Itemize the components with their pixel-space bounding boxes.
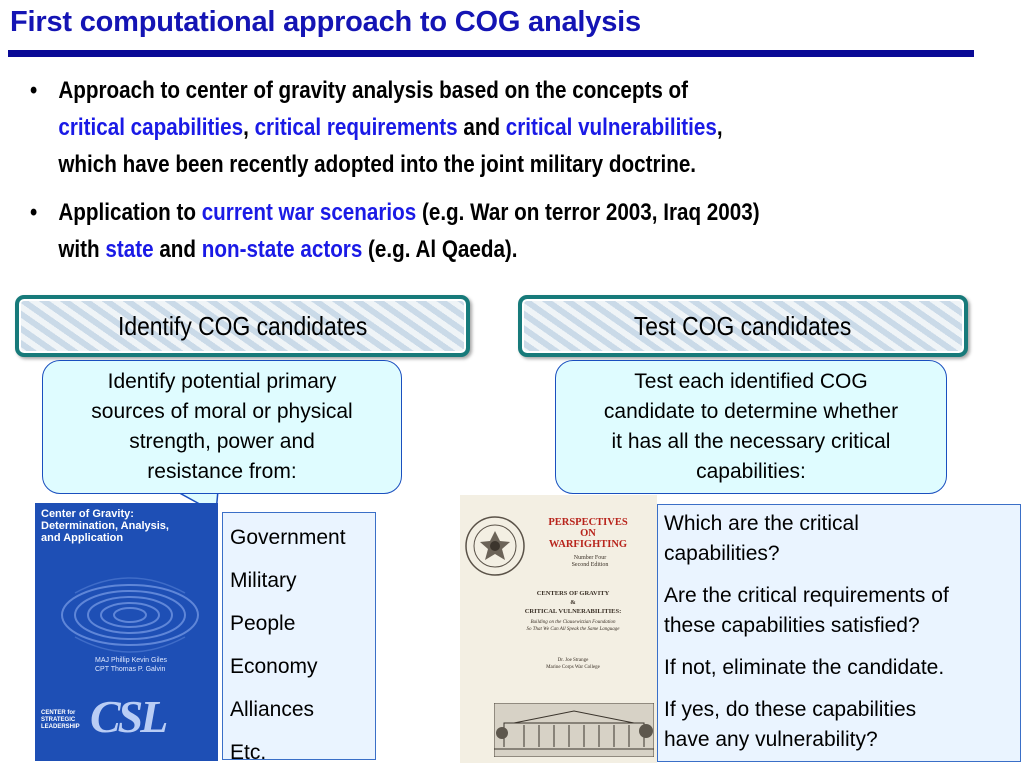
bullet-2 <box>30 194 985 268</box>
book-authors <box>95 656 167 674</box>
book-title-line: Center of Gravity: <box>41 508 134 520</box>
book-edition <box>555 555 625 569</box>
test-cog-label: Test COG candidates <box>634 310 852 341</box>
csl-center-label <box>41 710 80 731</box>
csl-line: STRATEGIC <box>41 717 76 723</box>
book-series-title <box>528 517 648 550</box>
book-cover-title <box>41 508 211 544</box>
callout-line: candidate to determine whether <box>603 400 899 423</box>
callout-line: Test each identified COG <box>634 370 868 393</box>
book-author: MAJ Phillip Kevin Giles <box>95 657 167 664</box>
question-item <box>664 653 1020 683</box>
question-item <box>664 509 1020 569</box>
bullet-dot: • <box>30 77 38 104</box>
book-author: CPT Thomas P. Galvin <box>95 666 166 673</box>
subtitle-line: CENTERS OF GRAVITY <box>536 590 610 597</box>
identify-callout <box>42 360 402 494</box>
list-item: Alliances <box>230 698 315 721</box>
book-subtitle <box>498 589 648 616</box>
building-photo <box>494 703 654 757</box>
term-state: state <box>105 236 154 263</box>
question-line: If yes, do these capabilities <box>664 698 917 721</box>
test-cog-box <box>518 295 968 357</box>
perspectives-book-cover <box>460 495 657 763</box>
tagline-line: So That We Can All Speak the Same Language <box>526 627 620 632</box>
list-item: Government <box>230 526 346 549</box>
cog-book-cover <box>35 503 218 761</box>
bullet-2-example-end: (e.g. Al Qaeda). <box>368 236 518 263</box>
list-item: People <box>230 612 296 635</box>
term-critical-capabilities: critical capabilities <box>58 114 244 141</box>
question-line: If not, eliminate the candidate. <box>664 656 945 679</box>
bullet-1-text-end: which have been recently adopted into the joint military doctrine. <box>58 151 697 178</box>
book-tagline <box>498 619 648 633</box>
question-line: Are the critical requirements of <box>664 584 949 607</box>
bullet-dot: • <box>30 199 38 226</box>
term-non-state-actors: non-state actors <box>201 236 363 263</box>
bullet-1-comma-2: , <box>716 114 723 141</box>
callout-line: Identify potential primary <box>107 370 337 393</box>
slide-title: First computational approach to COG analysis <box>10 6 641 38</box>
list-item: Military <box>230 569 297 592</box>
bullet-1-comma: , <box>243 114 249 141</box>
bullet-2-and: and <box>159 236 197 263</box>
subtitle-line: & <box>570 599 576 606</box>
author-line: Marine Corps War College <box>546 665 600 670</box>
bullet-2-with: with <box>58 236 100 263</box>
csl-logo: CSL <box>90 691 166 742</box>
question-item <box>664 695 1020 755</box>
question-line: Which are the critical <box>664 512 859 535</box>
term-current-war-scenarios: current war scenarios <box>201 199 417 226</box>
edition-line: Second Edition <box>571 562 609 568</box>
question-line: these capabilities satisfied? <box>664 614 920 637</box>
orbit-rings-graphic <box>55 553 205 673</box>
test-callout <box>555 360 947 494</box>
callout-line: sources of moral or physical <box>91 400 353 423</box>
question-line: capabilities? <box>664 542 780 565</box>
book-author <box>518 657 628 671</box>
csl-line: CENTER for <box>41 710 76 716</box>
bullet-1 <box>30 72 985 183</box>
list-item: Economy <box>230 655 318 678</box>
bullet-2-text: Application to <box>58 199 196 226</box>
bullet-1-and: and <box>463 114 501 141</box>
subtitle-line: CRITICAL VULNERABILITIES: <box>524 608 622 615</box>
marine-corps-seal-icon <box>464 515 526 577</box>
term-critical-vulnerabilities: critical vulnerabilities <box>505 114 717 141</box>
title-rule <box>8 50 974 57</box>
edition-line: Number Four <box>573 555 607 561</box>
callout-line: strength, power and <box>129 430 315 453</box>
bullet-1-text: Approach to center of gravity analysis based on the concepts of <box>58 77 689 104</box>
book-title-line: PERSPECTIVES <box>548 517 628 528</box>
term-critical-requirements: critical requirements <box>254 114 458 141</box>
cog-sources-list <box>222 512 376 764</box>
question-item <box>664 581 1020 641</box>
book-title-line: ON <box>580 528 596 539</box>
book-title-line: WARFIGHTING <box>548 539 628 550</box>
question-line: have any vulnerability? <box>664 728 878 751</box>
callout-line: it has all the necessary critical <box>611 430 891 453</box>
tagline-line: Building on the Clausewitzian Foundation <box>530 620 616 625</box>
book-title-line: Determination, Analysis, <box>41 520 169 532</box>
critical-questions-list <box>657 504 1021 762</box>
callout-line: capabilities: <box>696 460 806 483</box>
author-line: Dr. Joe Strange <box>557 658 589 663</box>
identify-cog-box <box>15 295 470 357</box>
identify-cog-label: Identify COG candidates <box>117 310 368 341</box>
bullet-list <box>30 72 856 279</box>
book-title-line: and Application <box>41 532 124 544</box>
callout-line: resistance from: <box>147 460 297 483</box>
list-item: Etc. <box>230 741 267 764</box>
csl-line: LEADERSHIP <box>41 724 80 730</box>
bullet-2-examples: (e.g. War on terror 2003, Iraq 2003) <box>421 199 760 226</box>
